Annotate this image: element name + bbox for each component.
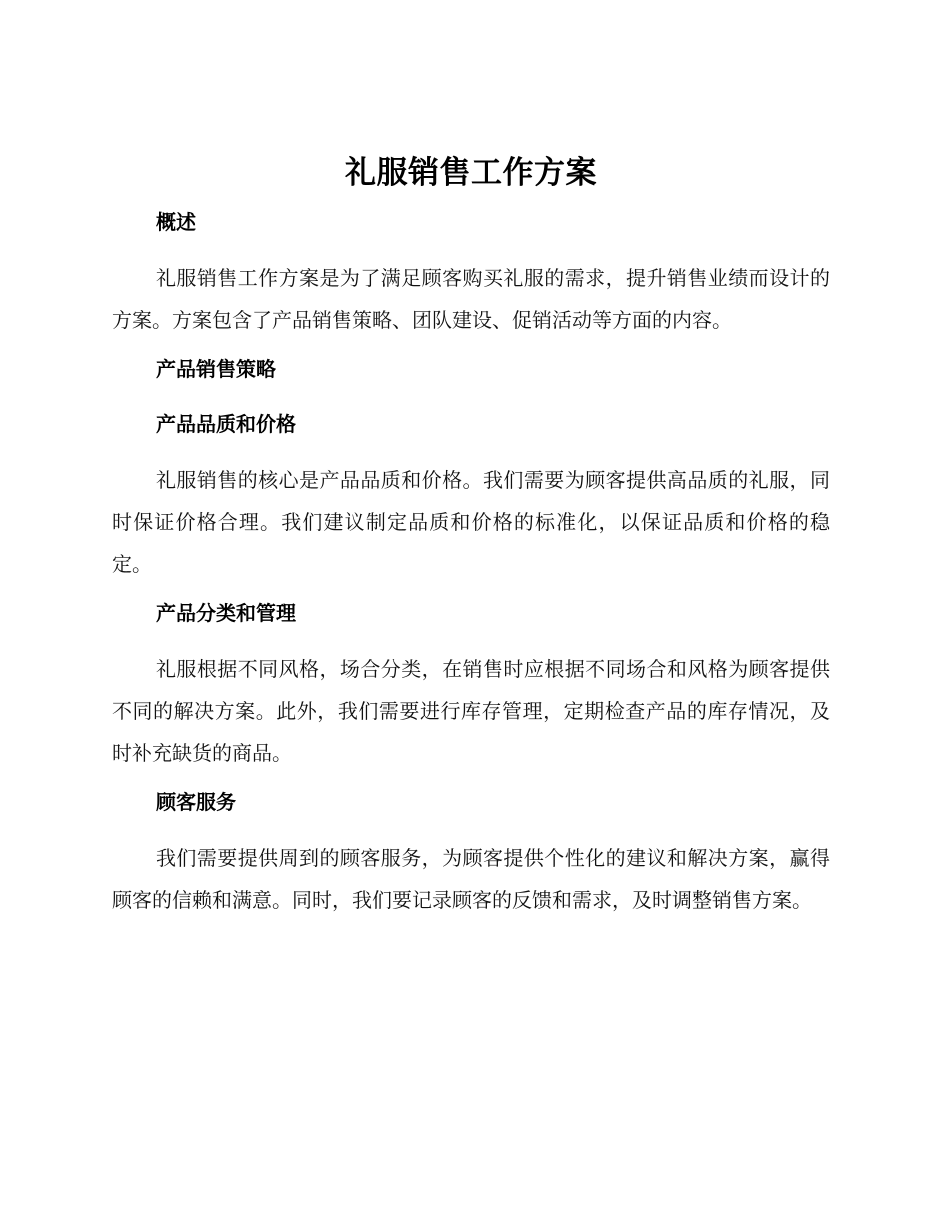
heading-sales-strategy: 产品销售策略 [156, 357, 276, 381]
document-body [112, 148, 830, 921]
heading-quality-price: 产品品质和价格 [156, 412, 296, 436]
paragraph-customer-service: 我们需要提供周到的顾客服务，为顾客提供个性化的建议和解决方案，赢得顾客的信赖和满意。同时，我们要记录顾客的反馈和需求，及时调整销售方案。 [112, 846, 830, 912]
paragraph-category-management: 礼服根据不同风格，场合分类，在销售时应根据不同场合和风格为顾客提供不同的解决方案。此外，我们需要进行库存管理，定期检查产品的库存情况，及时补充缺货的商品。 [112, 657, 830, 765]
document-title: 礼服销售工作方案 [345, 155, 597, 191]
heading-customer-service: 顾客服务 [156, 790, 236, 814]
paragraph-overview: 礼服销售工作方案是为了满足顾客购买礼服的需求，提升销售业绩而设计的方案。方案包含了产品销售策略、团队建设、促销活动等方面的内容。 [112, 266, 830, 332]
heading-overview: 概述 [156, 210, 196, 234]
paragraph-quality-price: 礼服销售的核心是产品品质和价格。我们需要为顾客提供高品质的礼服，同时保证价格合理。我们建议制定品质和价格的标准化，以保证品质和价格的稳定。 [112, 468, 830, 576]
heading-category-management: 产品分类和管理 [156, 601, 296, 625]
